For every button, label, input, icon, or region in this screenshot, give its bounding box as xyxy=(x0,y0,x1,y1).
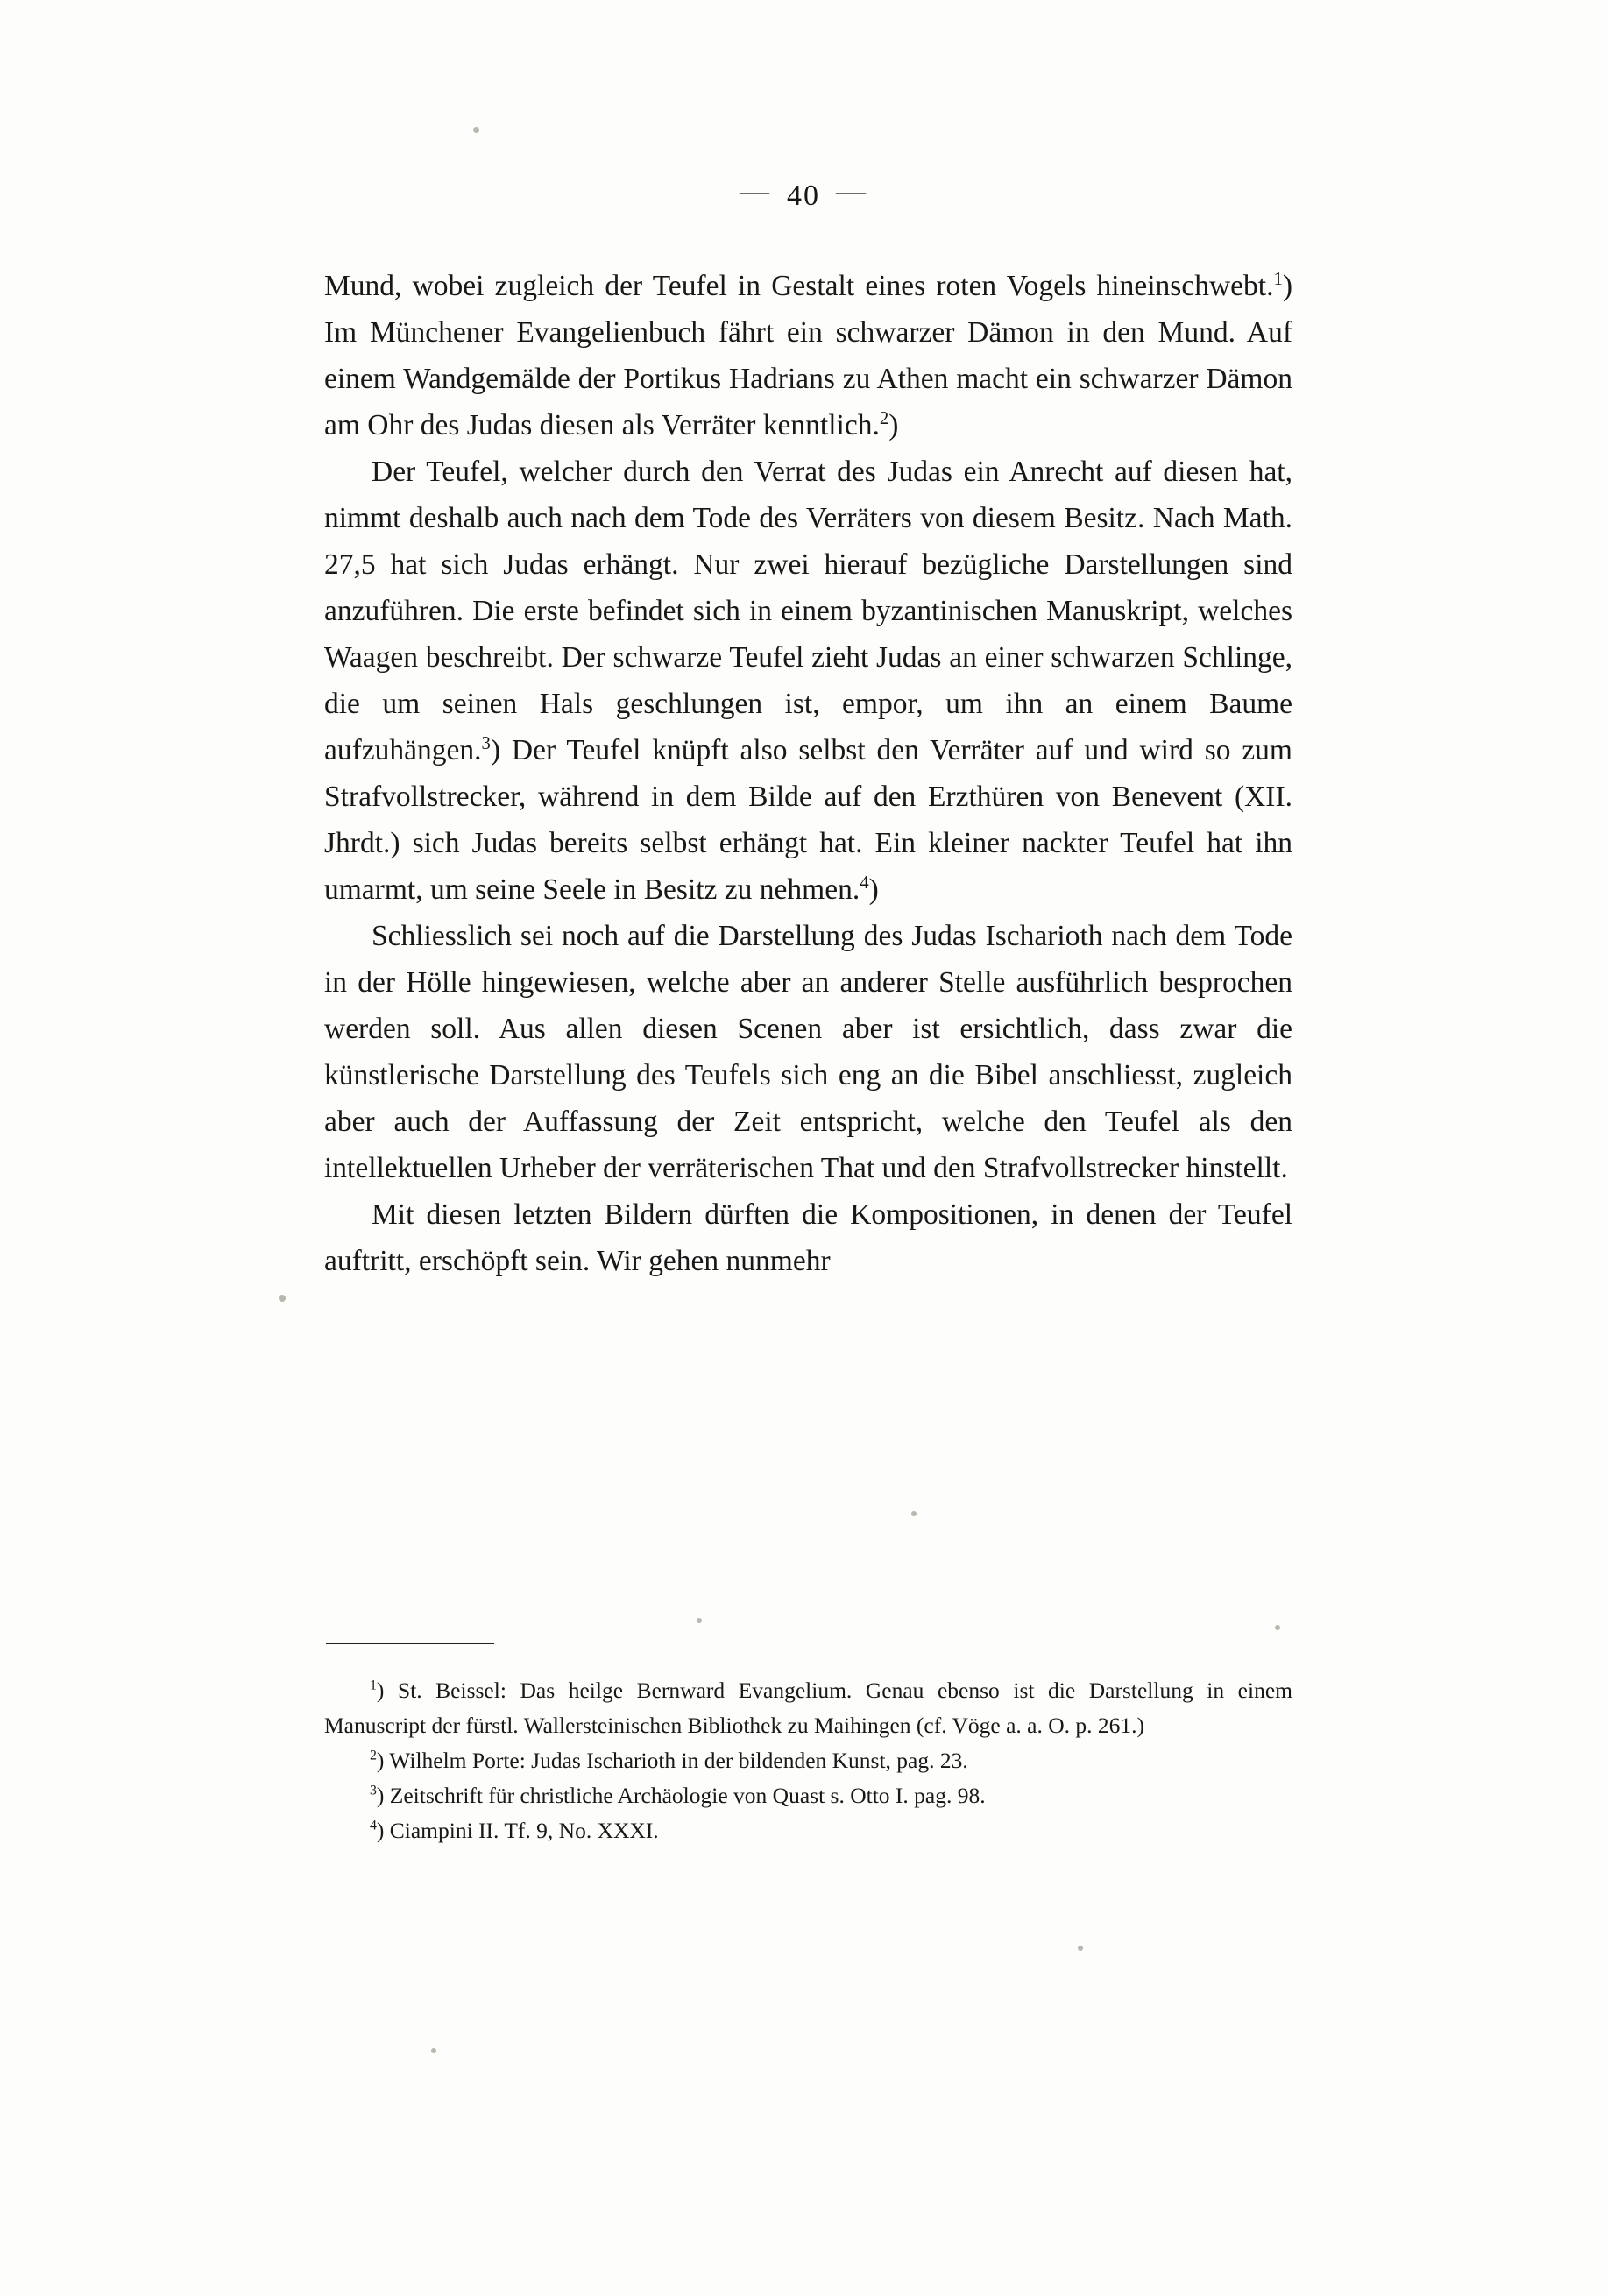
footnote-1-text: ) St. Beissel: Das heilge Bernward Evangelium. Genau ebenso ist die Darstellung in einem Manuscript der fürstl. Wallersteinischen Bibliothek zu Maihingen (cf. Vöge a. a. O. p. 261.) xyxy=(324,1678,1292,1738)
page-number-dash-left: — xyxy=(740,175,771,208)
footnote-3-text: ) Zeitschrift für christliche Archäologie von Quast s. Otto I. pag. 98. xyxy=(376,1783,986,1808)
body-text xyxy=(324,263,1292,1284)
paragraph-2 xyxy=(324,449,1292,913)
footnote-4 xyxy=(324,1813,1292,1848)
footnote-4-marker: 4 xyxy=(370,1818,377,1833)
page-speck xyxy=(1078,1946,1083,1951)
paragraph-1 xyxy=(324,263,1292,449)
footnote-separator-rule xyxy=(326,1643,494,1644)
footnote-ref-3: 3 xyxy=(481,732,491,753)
paragraph-3: Schliesslich sei noch auf die Darstellung des Judas Ischarioth nach dem Tode in der Hölle hingewiesen, welche aber an anderer Stelle ausführlich besprochen werden soll. Aus allen diesen Scenen aber ist ersichtlich, dass zwar die künstlerische Darstellung des Teufels sich eng an die Bibel anschliesst, zugleich aber auch der Auffassung der Zeit entspricht, welche den Teufel als den intellektuellen Urheber der verräterischen That und den Strafvollstrecker hinstellt. xyxy=(324,920,1292,1184)
paragraph-1-part-1: Mund, wobei zugleich der Teufel in Gestalt eines roten Vogels hineinschwebt. xyxy=(324,270,1274,302)
paragraph-4: Mit diesen letzten Bildern dürften die Kompositionen, in denen der Teufel auftritt, erschöpft sein. Wir gehen nunmehr xyxy=(324,1198,1292,1277)
footnote-3 xyxy=(324,1778,1292,1813)
page-speck xyxy=(279,1295,286,1302)
paragraph-2-part-2: ) Der Teufel knüpft also selbst den Verräter auf und wird so zum Strafvollstrecker, während in dem Bilde auf den Erzthüren von Benevent (XII. Jhrdt.) sich Judas bereits selbst erhängt hat. Ein kleiner nackter Teufel hat ihn umarmt, um seine Seele in Besitz zu nehmen. xyxy=(324,734,1292,906)
paragraph-1-part-3: ) xyxy=(888,409,899,442)
footnote-3-marker: 3 xyxy=(370,1783,377,1798)
page-speck xyxy=(697,1618,702,1623)
footnote-1 xyxy=(324,1673,1292,1743)
footnotes-section xyxy=(324,1673,1292,1848)
page-speck xyxy=(473,127,479,133)
footnote-1-marker: 1 xyxy=(370,1678,377,1693)
page-number-value: 40 xyxy=(787,180,820,212)
footnote-2-marker: 2 xyxy=(370,1748,377,1763)
footnote-2 xyxy=(324,1743,1292,1778)
footnote-ref-1: 1 xyxy=(1273,268,1283,289)
footnote-ref-2: 2 xyxy=(879,407,889,428)
page-number-dash-right: — xyxy=(836,175,867,208)
page-speck xyxy=(911,1511,917,1516)
paragraph-1-part-2: ) Im Münchener Evangelienbuch fährt ein schwarzer Dämon in den Mund. Auf einem Wandgemälde der Portikus Hadrians zu Athen macht ein schwarzer Dämon am Ohr des Judas diesen als Verräter kenntlich. xyxy=(324,270,1292,442)
page-speck xyxy=(431,2048,436,2053)
paragraph-2-part-3: ) xyxy=(868,873,879,906)
page-speck xyxy=(1275,1625,1280,1630)
footnote-4-text: ) Ciampini II. Tf. 9, No. XXXI. xyxy=(376,1818,659,1843)
page-number xyxy=(0,175,1607,213)
footnote-2-text: ) Wilhelm Porte: Judas Ischarioth in der bildenden Kunst, pag. 23. xyxy=(376,1748,968,1773)
paragraph-2-part-1: Der Teufel, welcher durch den Verrat des Judas ein Anrecht auf diesen hat, nimmt deshalb auch nach dem Tode des Verräters von diesem Besitz. Nach Math. 27,5 hat sich Judas erhängt. Nur zwei hierauf bezügliche Darstellungen sind anzuführen. Die erste befindet sich in einem byzantinischen Manuskript, welches Waagen beschreibt. Der schwarze Teufel zieht Judas an einer schwarzen Schlinge, die um seinen Hals geschlungen ist, empor, um ihn an einem Baume aufzuhängen. xyxy=(324,456,1292,767)
footnote-ref-4: 4 xyxy=(860,872,869,893)
